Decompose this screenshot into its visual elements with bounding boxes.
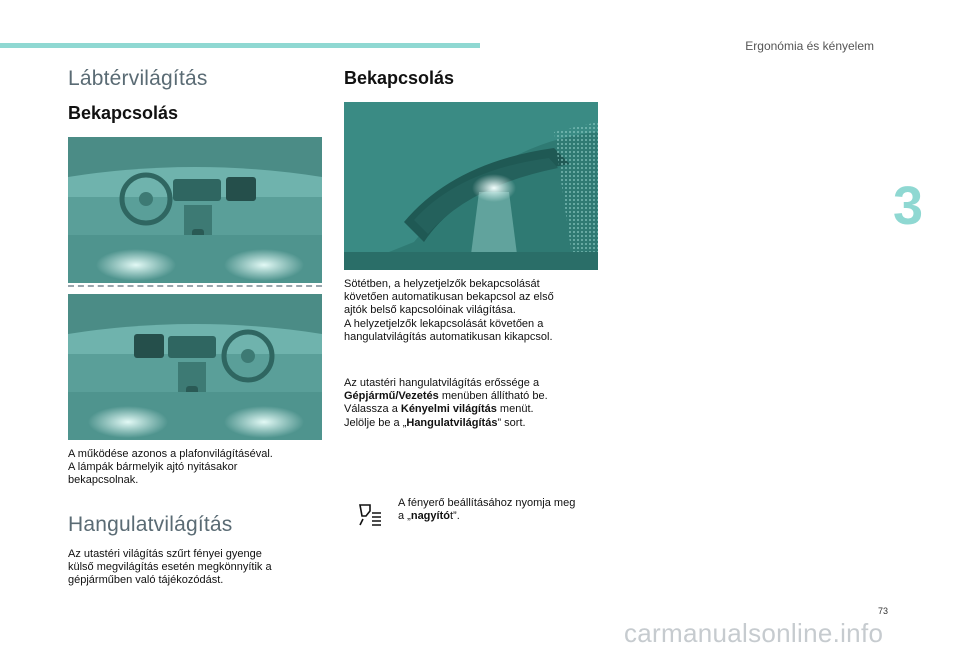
page-number: 73 (878, 606, 889, 616)
left-activation-title: Bekapcsolás (68, 103, 179, 123)
right-activation-title: Bekapcsolás (344, 68, 455, 88)
intensity-text: Az utastéri hangulatvilágítás erőssége a Gépjármű/Vezetés menüben állítható be. Válassza a Kényelmi világítás menüt. Jelölje be a „Hangulatvilágítás” sort. (344, 377, 604, 430)
watermark: carmanualsonline.info (624, 618, 884, 648)
dashboard-lhd-photo (68, 137, 322, 283)
ambient-lighting-title: Hangulatvilágítás (68, 513, 233, 536)
door-handle-photo (344, 102, 598, 270)
footwell-lighting-title: Lábtérvilágítás (68, 67, 208, 90)
info-tip-icon (356, 502, 382, 528)
step-1: Válassza a Kényelmi világítás menüt. (344, 403, 534, 416)
photo-separator (68, 285, 322, 287)
tip-text: A fényerő beállításához nyomja meg a „nagyítót”. (398, 497, 576, 523)
ambient-lighting-text: Az utastéri világítás szűrt fényei gyenge külső megvilágítás esetén megkönnyítik a gépjárműben való tájékozódást. (68, 548, 272, 587)
menu-name: Gépjármű/Vezetés (344, 390, 439, 403)
chapter-number: 3 (893, 176, 924, 236)
footwell-caption: A működése azonos a plafonvilágításéval. A lámpák bármelyik ajtó nyitásakor bekapcsolnak. (68, 448, 273, 487)
activation-text: Sötétben, a helyzetjelzők bekapcsolását követően automatikusan bekapcsol az első ajtók belső kapcsolóinak világítása. A helyzetjelzők lekapcsolását követően a hangulatvilágítás automatikusan kikapcsol. (344, 278, 554, 343)
dashboard-rhd-photo (68, 294, 322, 440)
step-2: Jelölje be a „Hangulatvilágítás” sort. (344, 416, 526, 429)
header-accent-bar (0, 43, 480, 48)
section-header: Ergonómia és kényelem (745, 39, 874, 53)
